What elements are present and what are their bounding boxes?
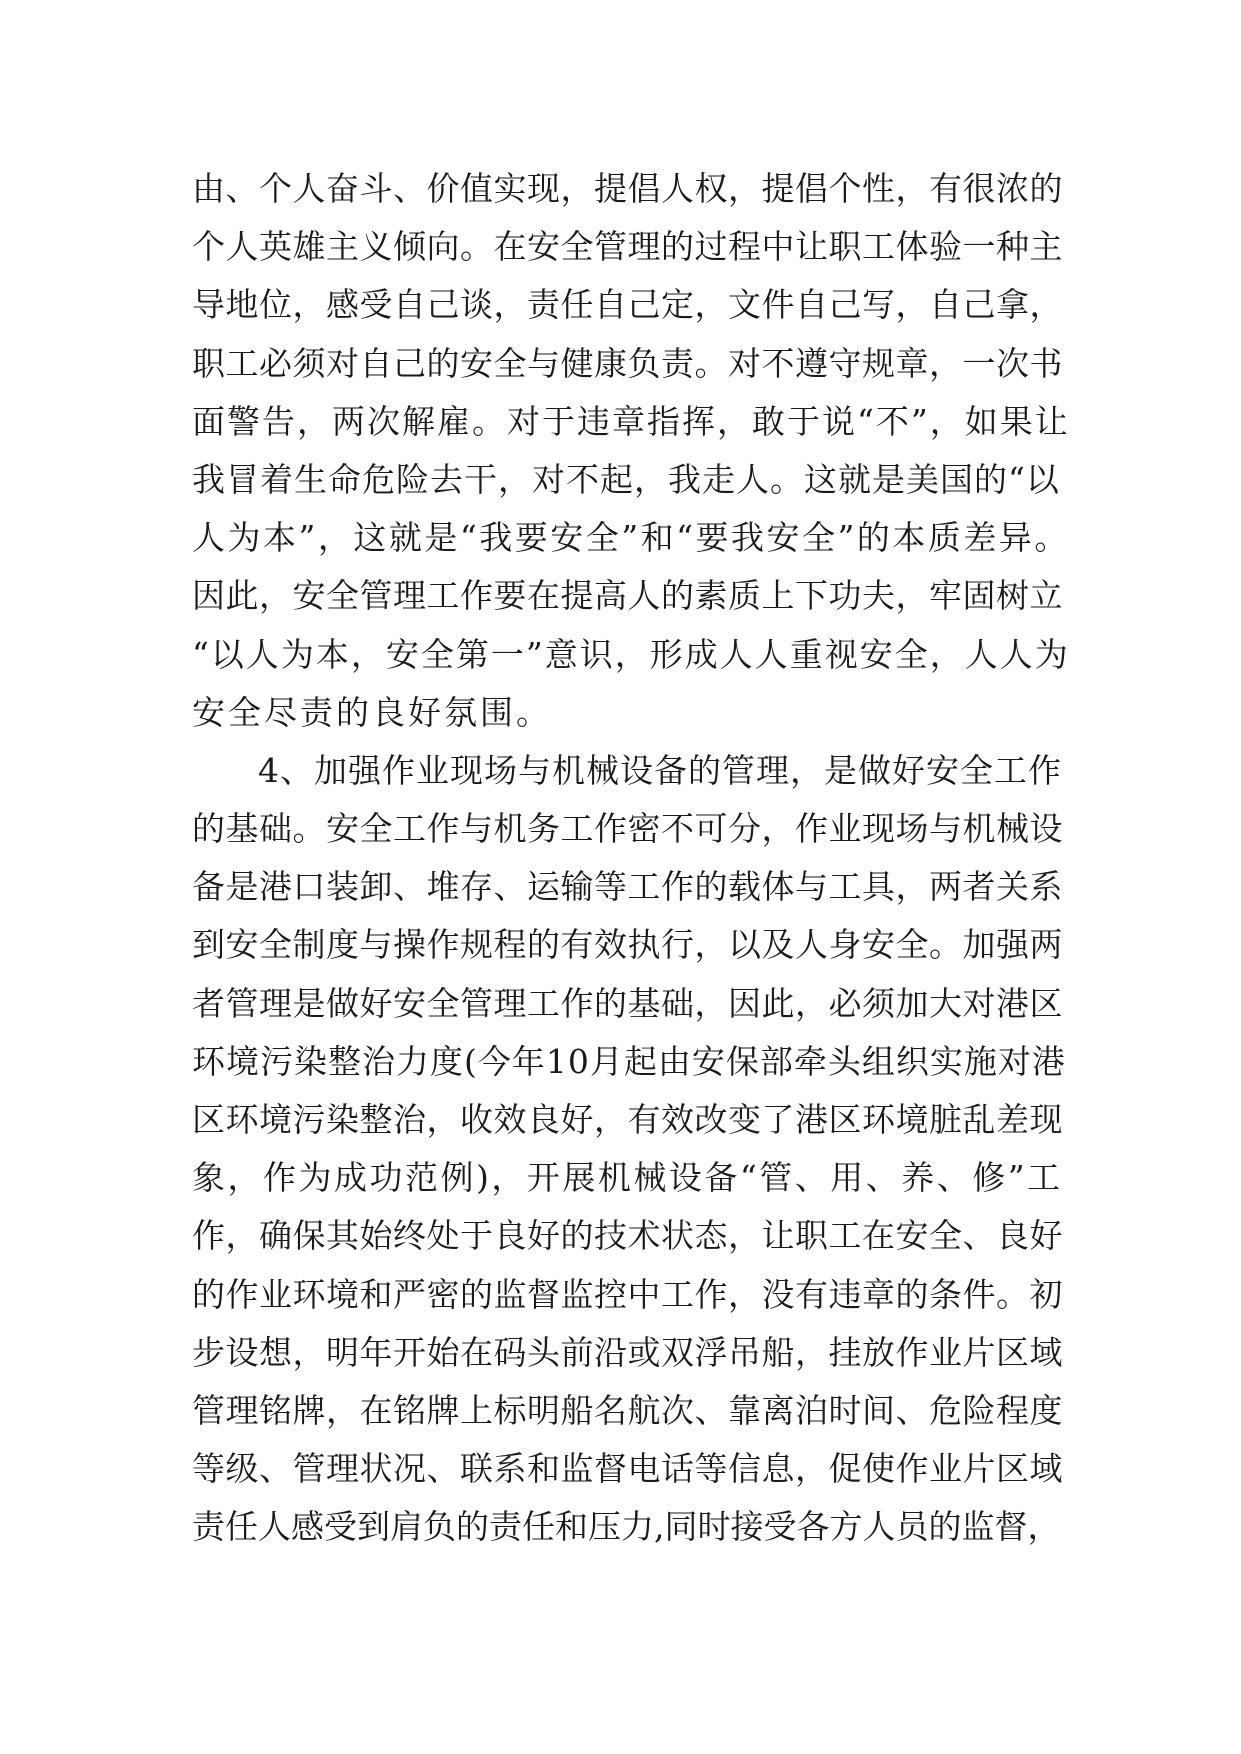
text-line: 的作业环境和严密的监督监控中工作，没有违章的条件。初 (192, 1274, 1063, 1314)
text-line: 人为本”，这就是“我要安全”和“要我安全”的本质差异。 (192, 518, 1070, 558)
text-line: 的基础。安全工作与机务工作密不可分，作业现场与机械设 (192, 809, 1063, 849)
paragraph-start-line: 4、加强作业现场与机械设备的管理，是做好安全工作 (258, 750, 1062, 790)
text-line: 因此，安全管理工作要在提高人的素质上下功夫，牢固树立 (192, 576, 1063, 616)
text-line: 者管理是做好安全管理工作的基础，因此，必须加大对港区 (192, 983, 1063, 1023)
text-line: “以人为本，安全第一”意识，形成人人重视安全，人人为 (192, 634, 1070, 674)
text-line: 我冒着生命危险去干，对不起，我走人。这就是美国的“以 (192, 459, 1060, 499)
text-line: 由、个人奋斗、价值实现，提倡人权，提倡个性，有很浓的 (192, 169, 1063, 208)
text-line: 责任人感受到肩负的责任和压力,同时接受各方人员的监督， (192, 1507, 1061, 1547)
text-line: 面警告，两次解雇。对于违章指挥，敢于说“不”，如果让 (192, 401, 1070, 441)
text-line: 备是港口装卸、堆存、运输等工作的载体与工具，两者关系 (192, 867, 1063, 907)
text-line: 等级、管理状况、联系和监督电话等信息，促使作业片区域 (192, 1449, 1063, 1489)
body-text (192, 160, 1072, 1557)
text-line: 职工必须对自己的安全与健康负责。对不遵守规章，一次书 (192, 343, 1063, 383)
text-line: 象，作为成功范例)，开展机械设备“管、用、养、修”工 (192, 1158, 1063, 1198)
text-line: 作，确保其始终处于良好的技术状态，让职工在安全、良好 (192, 1216, 1063, 1256)
text-line: 管理铭牌，在铭牌上标明船名航次、靠离泊时间、危险程度 (192, 1390, 1063, 1430)
text-line: 导地位，感受自己谈，责任自己定，文件自己写，自己拿， (192, 285, 1063, 325)
text-line: 到安全制度与操作规程的有效执行，以及人身安全。加强两 (192, 925, 1063, 965)
text-line: 步设想，明年开始在码头前沿或双浮吊船，挂放作业片区域 (192, 1332, 1063, 1372)
text-line: 安全尽责的良好氛围。 (192, 692, 552, 732)
text-line: 区环境污染整治，收效良好，有效改变了港区环境脏乱差现 (192, 1100, 1063, 1139)
text-line: 环境污染整治力度(今年10月起由安保部牵头组织实施对港 (192, 1041, 1066, 1081)
text-line: 个人英雄主义倾向。在安全管理的过程中让职工体验一种主 (192, 227, 1063, 267)
